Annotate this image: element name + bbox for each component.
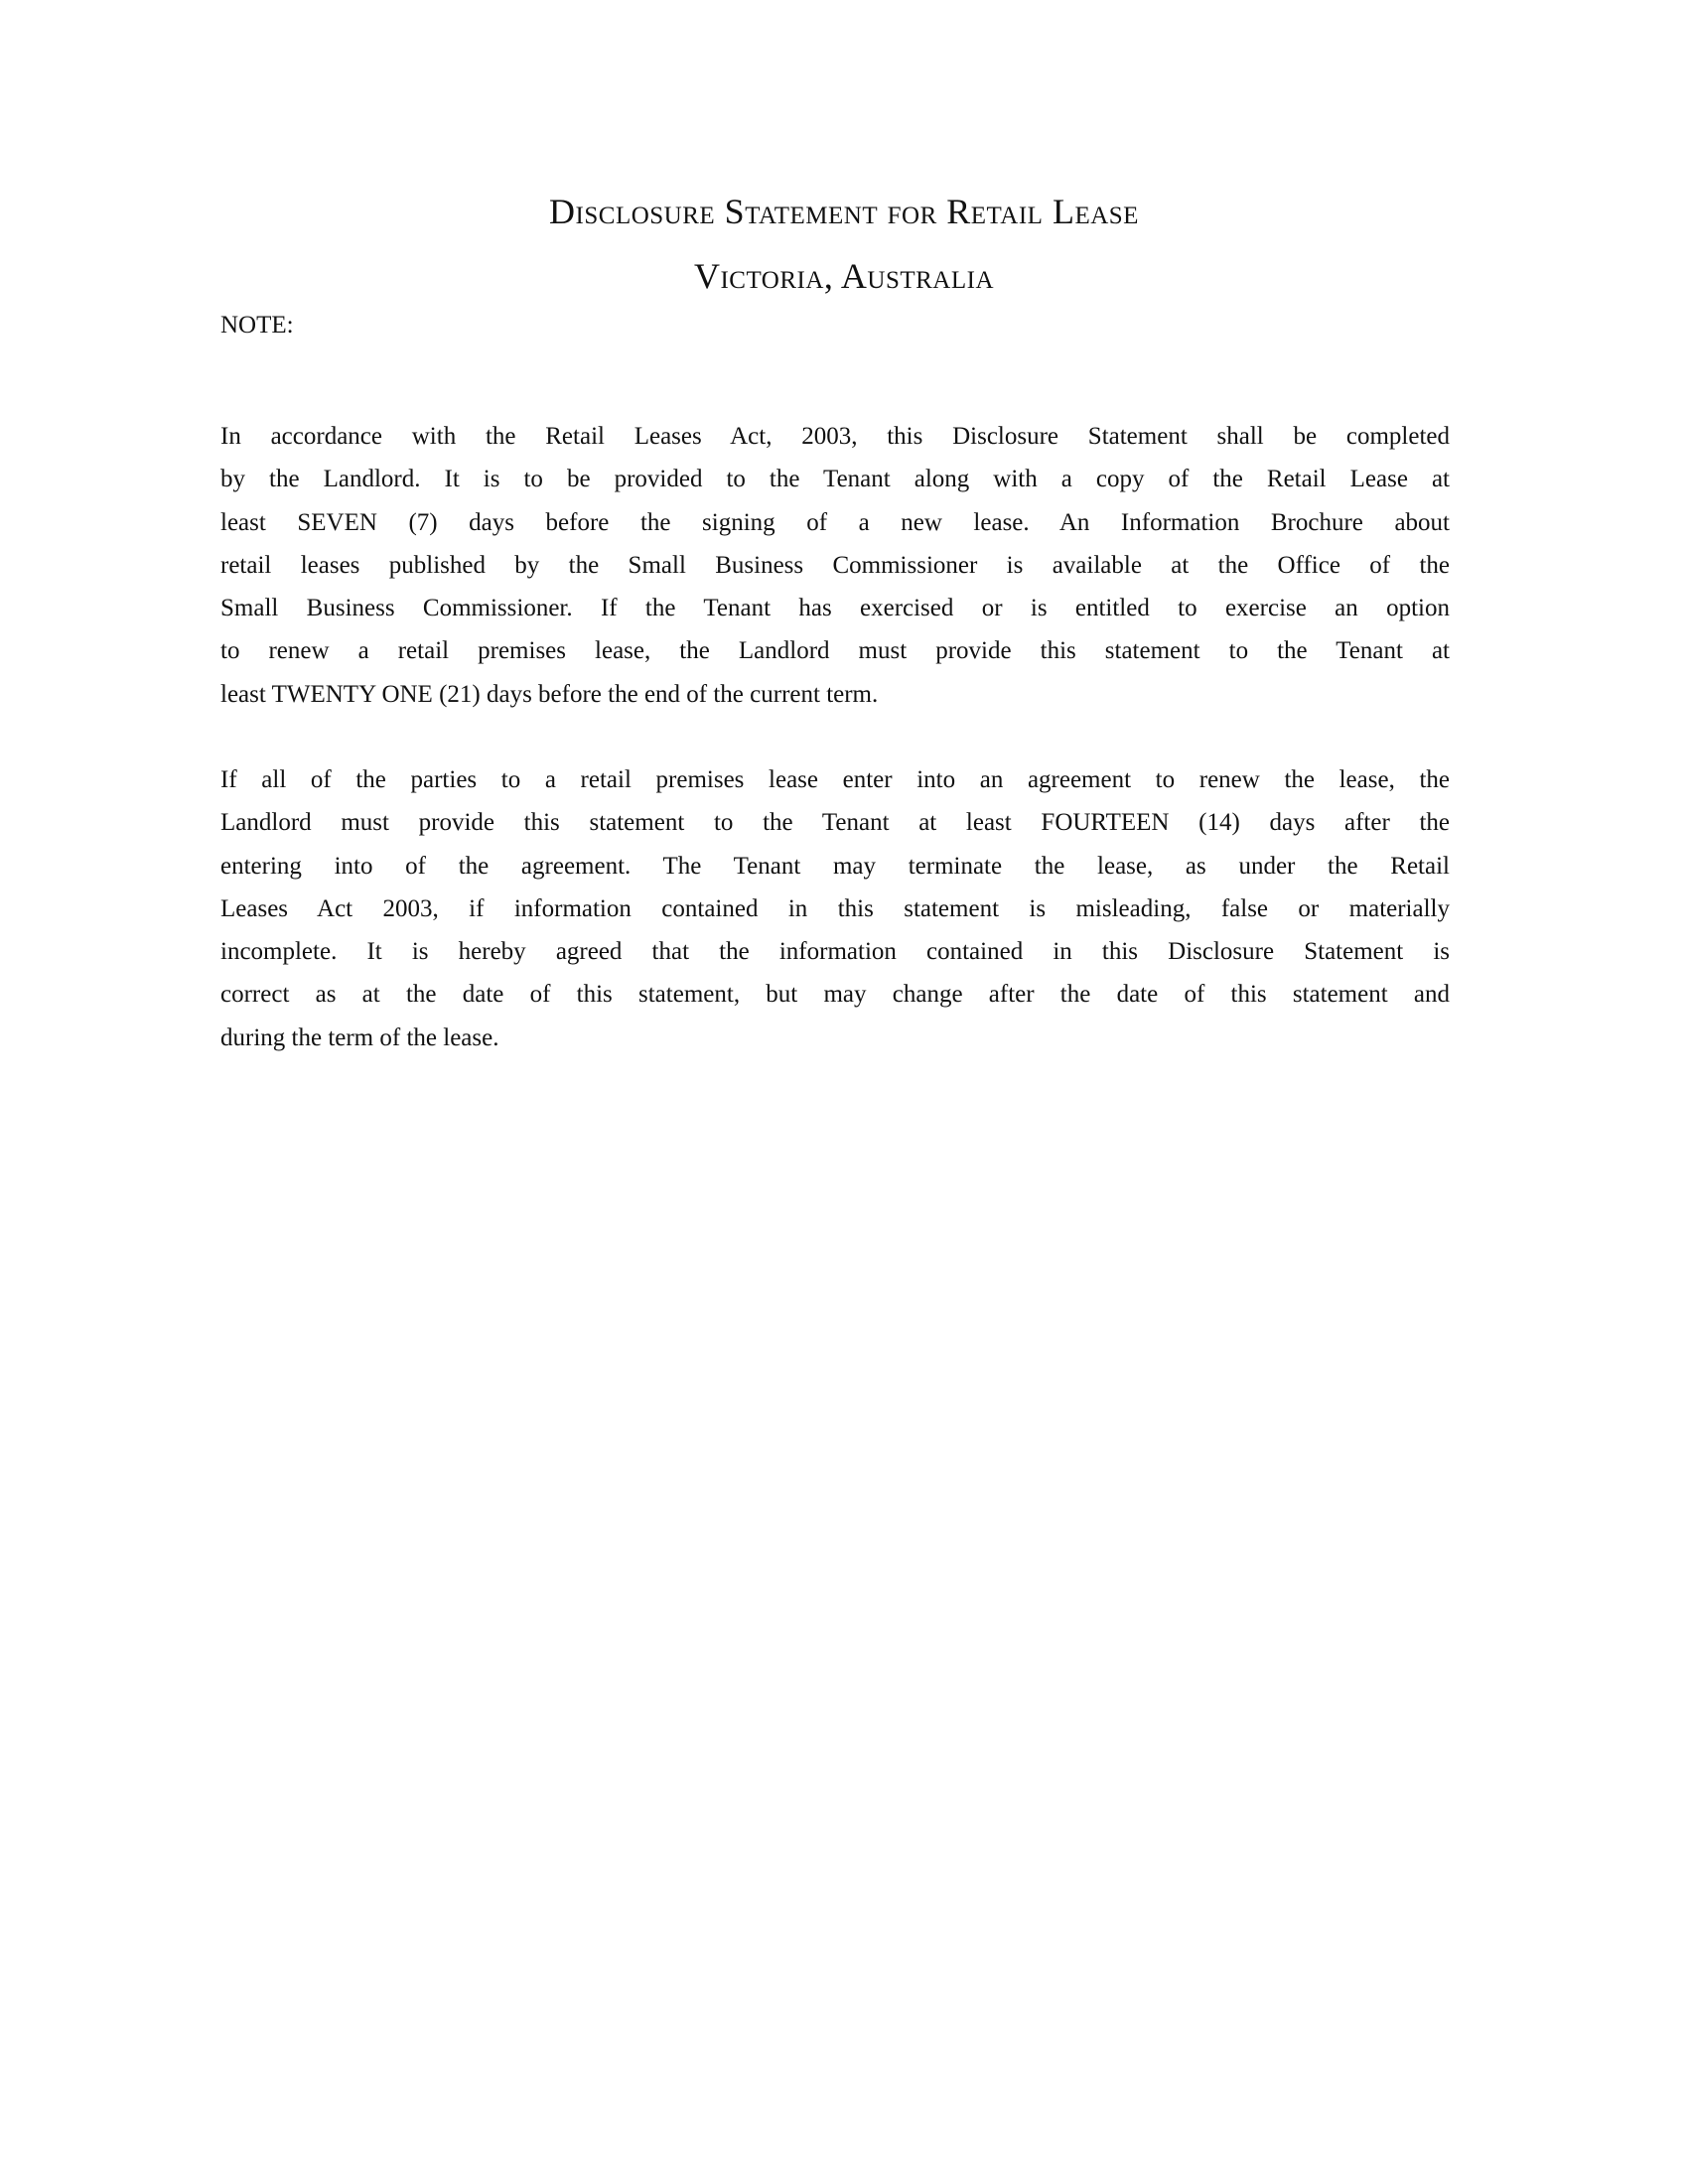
- paragraph-line: In accordance with the Retail Leases Act, 2003, this Disclosure Statement shall be completed: [220, 423, 1450, 450]
- paragraph-line: least SEVEN (7) days before the signing of a new lease. An Information Brochure about: [220, 508, 1450, 536]
- paragraph-line: during the term of the lease.: [220, 1024, 499, 1051]
- paragraph-line: Landlord must provide this statement to the Tenant at least FOURTEEN (14) days after the: [220, 809, 1450, 837]
- paragraph-line: correct as at the date of this statement, but may change after the date of this statement and: [220, 981, 1450, 1009]
- paragraph-2: [220, 758, 1450, 1059]
- document-title: Disclosure Statement for Retail Lease: [549, 192, 1139, 231]
- note-label: NOTE:: [220, 312, 294, 339]
- paragraph-line: to renew a retail premises lease, the Landlord must provide this statement to the Tenant at: [220, 637, 1450, 665]
- paragraph-line: entering into of the agreement. The Tenant may terminate the lease, as under the Retail: [220, 852, 1450, 880]
- paragraph-line: least TWENTY ONE (21) days before the end of the current term.: [220, 680, 879, 708]
- paragraph-line: retail leases published by the Small Business Commissioner is available at the Office of the: [220, 551, 1450, 579]
- paragraph-line: Leases Act 2003, if information contained in this statement is misleading, false or materially: [220, 894, 1450, 922]
- document-subtitle: Victoria, Australia: [693, 256, 995, 296]
- paragraph-line: If all of the parties to a retail premises lease enter into an agreement to renew the lease, the: [220, 766, 1450, 793]
- paragraph-line: incomplete. It is hereby agreed that the information contained in this Disclosure Statement is: [220, 938, 1450, 966]
- paragraph-1: [220, 415, 1450, 716]
- paragraph-line: by the Landlord. It is to be provided to the Tenant along with a copy of the Retail Lease at: [220, 466, 1450, 493]
- paragraph-line: Small Business Commissioner. If the Tenant has exercised or is entitled to exercise an option: [220, 595, 1450, 622]
